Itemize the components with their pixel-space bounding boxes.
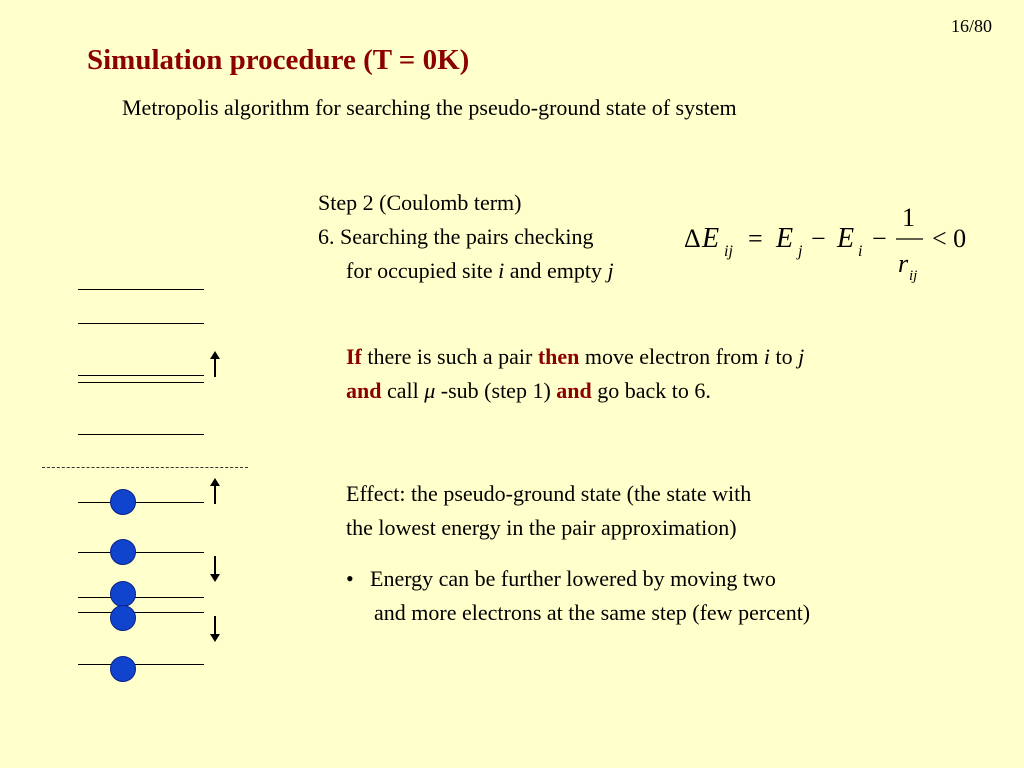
formula-equals: = [748, 224, 763, 253]
formula-sub-r-ij: ij [909, 268, 918, 284]
var-i: i [763, 344, 771, 369]
page-number: 16/80 [951, 16, 993, 36]
formula-E-i: E [837, 223, 855, 254]
keyword-then: then [537, 344, 580, 369]
rule-line1 [346, 340, 804, 374]
formula-less-than-zero: < 0 [932, 224, 967, 253]
text-run: go back to 6. [591, 378, 711, 403]
formula-sub-ij: ij [724, 243, 733, 260]
arrow-down-icon [214, 556, 216, 580]
text-run: for occupied site [346, 258, 499, 283]
slide-title: Simulation procedure (T = 0K) [87, 44, 470, 76]
keyword-if: If [346, 344, 362, 369]
keyword-and: and [556, 378, 592, 403]
arrow-down-icon [214, 616, 216, 640]
occupied-level [78, 502, 204, 503]
effect-line2: the lowest energy in the pair approximation) [346, 515, 737, 540]
bullet-symbol: • [346, 566, 354, 591]
empty-level [78, 382, 204, 383]
formula-delta: Δ [684, 224, 701, 253]
occupied-level [78, 664, 204, 665]
formula-sub-i: i [858, 243, 863, 260]
step-item-line1: 6. Searching the pairs checking [318, 224, 594, 249]
var-j: j [607, 258, 614, 283]
effect-line1: Effect: the pseudo-ground state (the state with [346, 481, 752, 506]
electron [110, 539, 136, 565]
text-run: and empty [504, 258, 608, 283]
formula-minus-1: − [811, 224, 826, 253]
formula-numerator: 1 [902, 203, 915, 232]
formula-E-j: E [776, 223, 794, 254]
slide-subtitle: Metropolis algorithm for searching the pseudo-ground state of system [122, 95, 737, 120]
occupied-level [78, 612, 204, 613]
arrow-up-icon [214, 353, 216, 377]
formula-sub-j: j [798, 243, 803, 260]
energy-difference-formula [680, 196, 980, 286]
electron [110, 581, 136, 607]
text-run: there is such a pair [361, 344, 538, 369]
formula-r: r [898, 249, 909, 278]
empty-level [78, 289, 204, 290]
electron [110, 605, 136, 631]
text-run: to [770, 344, 799, 369]
step-heading: Step 2 (Coulomb term) [318, 190, 522, 215]
text-run: move electron from [579, 344, 764, 369]
step-item-line2 [346, 254, 614, 288]
empty-level [78, 323, 204, 324]
rule-line2 [346, 374, 711, 408]
occupied-level [78, 552, 204, 553]
fermi-level-line [42, 467, 248, 468]
keyword-and: and [346, 378, 382, 403]
bullet-line1: Energy can be further lowered by moving two [370, 566, 776, 591]
var-j: j [798, 344, 805, 369]
electron [110, 489, 136, 515]
mu-symbol: μ [424, 378, 436, 403]
electron [110, 656, 136, 682]
bullet-line2: and more electrons at the same step (few percent) [374, 600, 811, 625]
arrow-up-icon [214, 480, 216, 504]
formula-E-ij: E [702, 223, 720, 254]
var-i: i [498, 258, 505, 283]
empty-level [78, 434, 204, 435]
formula-minus-2: − [872, 224, 887, 253]
empty-level [78, 375, 204, 376]
occupied-level [78, 597, 204, 598]
text-run: call [381, 378, 425, 403]
text-run: -sub (step 1) [435, 378, 557, 403]
